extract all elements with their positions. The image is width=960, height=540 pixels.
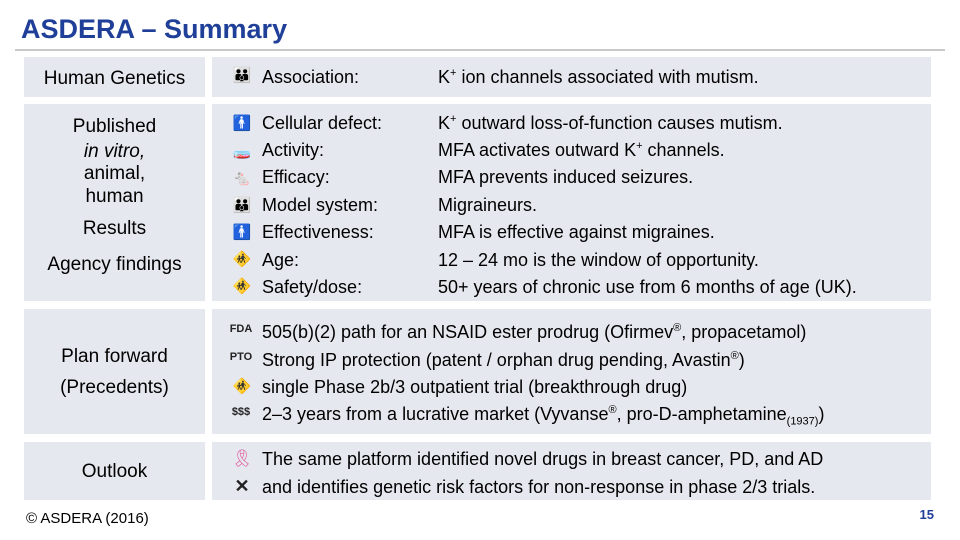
human-genetics-label: Human Genetics (43, 68, 186, 89)
results-label: Results (82, 217, 147, 239)
safety-dose-value: 50+ years of chronic use from 6 months of age (UK). (438, 277, 857, 297)
activity-field: Activity: (262, 140, 325, 160)
page-title: ASDERA – Summary (21, 14, 288, 44)
published-label-line3: animal, (83, 163, 146, 185)
pto-icon: PTO (229, 351, 253, 363)
mouse-icon: 🐁 (232, 170, 252, 187)
group-icon: 👪 (232, 197, 252, 214)
petri-dish-icon: 🧫 (232, 143, 252, 160)
fda-icon: FDA (229, 323, 253, 335)
effectiveness-value: MFA is effective against migraines. (438, 222, 715, 242)
model-system-value: Migraineurs. (438, 195, 538, 215)
x-icon: ✕ (234, 476, 250, 496)
published-label (24, 114, 205, 277)
plan-label (24, 341, 205, 404)
title-divider (15, 49, 945, 51)
plan-item-trial: single Phase 2b/3 outpatient trial (breakthrough drug) (262, 377, 688, 397)
ribbon-icon: 🎗 (231, 449, 253, 468)
efficacy-field: Efficacy: (262, 167, 330, 187)
cellular-defect-field: Cellular defect: (262, 113, 383, 133)
child-icon: 🚸 (232, 378, 252, 395)
age-field: Age: (262, 250, 300, 270)
money-icon: $$$ (231, 406, 251, 418)
plan-forward-label: Plan forward (61, 346, 168, 367)
plan-item-market: 2–3 years from a lucrative market (Vyvanse®, pro-D-amphetamine$_{(1937)}$) (262, 404, 825, 428)
association-value: K+ ion channels associated with mutism. (438, 67, 759, 87)
group-icon: 👪 (232, 67, 252, 84)
person-icon: 🚹 (232, 224, 252, 241)
age-value: 12 – 24 mo is the window of opportunity. (438, 250, 759, 270)
activity-value: MFA activates outward K+ channels. (438, 140, 725, 160)
published-label-line2: in vitro, (83, 140, 146, 162)
safety-dose-field: Safety/dose: (262, 277, 363, 297)
plan-item-pto: Strong IP protection (patent / orphan drug pending, Avastin®) (262, 350, 745, 370)
outlook-line2: and identifies genetic risk factors for non-response in phase 2/3 trials. (262, 477, 816, 497)
page-number: 15 (919, 507, 934, 522)
model-system-field: Model system: (262, 195, 379, 215)
effectiveness-field: Effectiveness: (262, 222, 374, 242)
published-label-line4: human (85, 186, 144, 208)
efficacy-value: MFA prevents induced seizures. (438, 167, 694, 187)
plan-item-fda: 505(b)(2) path for an NSAID ester prodrug (Ofirmev®, propacetamol) (262, 322, 807, 342)
agency-findings-label: Agency findings (47, 253, 182, 275)
outlook-label: Outlook (81, 461, 148, 482)
precedents-label: (Precedents) (60, 377, 169, 399)
copyright-footer: © ASDERA (2016) (26, 510, 149, 527)
child-icon: 🚸 (232, 278, 252, 295)
outlook-line1: The same platform identified novel drugs in breast cancer, PD, and AD (262, 449, 824, 469)
published-label-line1: Published (72, 116, 157, 137)
association-field: Association: (262, 67, 360, 87)
cellular-defect-value: K+ outward loss-of-function causes mutism. (438, 113, 783, 133)
child-icon: 🚸 (232, 251, 252, 268)
person-icon: 🚹 (232, 115, 252, 132)
